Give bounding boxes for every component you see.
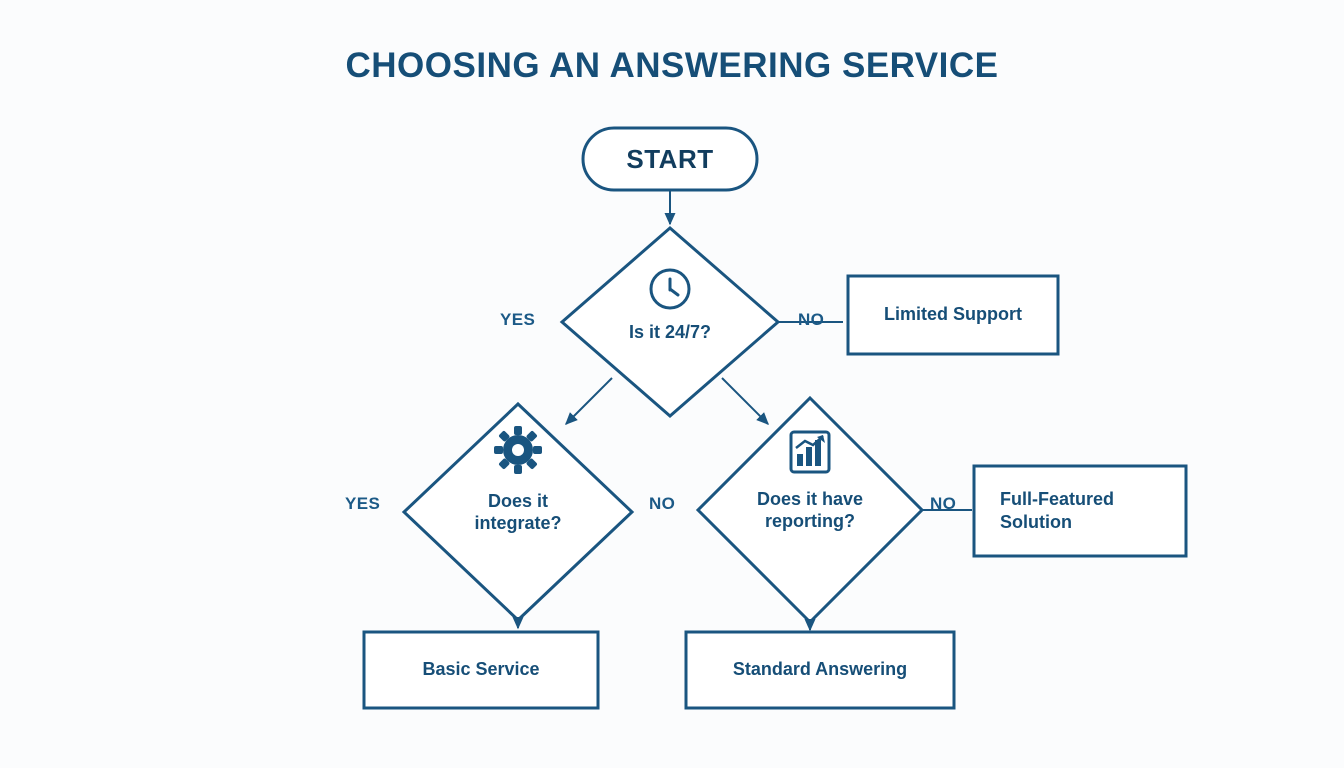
edge-label-no-integrate: NO <box>649 494 676 513</box>
edge-label-yes-integrate: YES <box>345 494 381 513</box>
page-title: CHOOSING AN ANSWERING SERVICE <box>345 46 999 85</box>
gear-icon <box>494 426 542 474</box>
standard-answering-label: Standard Answering <box>732 659 908 680</box>
decision-reporting-label-line2: reporting? <box>765 511 855 531</box>
edge-label-no-247: NO <box>798 310 825 329</box>
start-node-label: START <box>626 143 714 174</box>
decision-integrate-label-line2: integrate? <box>474 513 562 533</box>
full-featured-label-line1: Full-Featured <box>1000 488 1115 509</box>
full-featured-box-shape[interactable] <box>974 466 1186 556</box>
connector-247-to-reporting <box>722 378 768 424</box>
basic-service-label: Basic Service <box>422 659 540 680</box>
start-node-shape[interactable] <box>583 128 757 190</box>
edge-label-yes-247: YES <box>500 310 536 329</box>
decision-reporting-label-line1: Does it have <box>756 488 864 509</box>
basic-service-box-shape[interactable] <box>364 632 598 708</box>
connector-247-to-integrate <box>566 378 612 424</box>
decision-integrate-label-line1: Does it <box>487 490 548 511</box>
limited-support-box-shape[interactable] <box>848 276 1058 354</box>
decision-247-shape[interactable] <box>562 228 778 416</box>
full-featured-label-line2: Solution <box>1000 512 1072 532</box>
decision-247-label: Is it 24/7? <box>628 321 712 342</box>
limited-support-label: Limited Support <box>884 304 1022 325</box>
edge-label-no-reporting: NO <box>930 494 957 513</box>
standard-answering-box-shape[interactable] <box>686 632 954 708</box>
